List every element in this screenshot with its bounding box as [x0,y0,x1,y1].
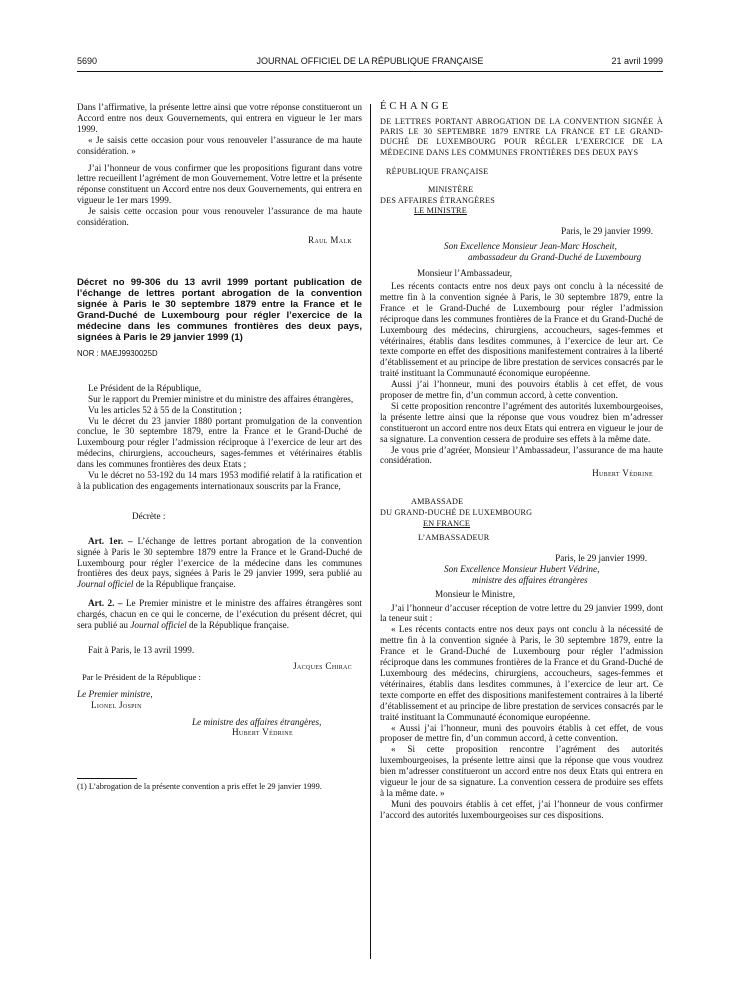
header-rule [77,71,663,72]
right-column [380,102,663,821]
signatory-title: Le Premier ministre, [77,688,153,699]
paragraph: « Les récents contacts entre nos deux pays ont conclu à la nécessité de mettre fin à la convention signée à Paris, le 30 septembre 1879, entre la France et le Grand-Duché de Luxembourg pour régler l’admission réciproque dans les communes frontières de la France et du Grand-Duché de Luxembourg des médecins, chirurgiens, accoucheurs, sages-femmes et vétérinaires, établis dans lesdites communes, à l’exercice de leur art. Ce texte comporte en effet des dispositions manifestement contraires à la liberté d’établissement et au principe de libre prestation de services consacrés par le traité instituant la Communauté économique européenne. [380,624,663,722]
left-column [77,102,362,792]
article-label: Art. 1er. – [88,535,133,546]
decree-title: Décret no 99-306 du 13 avril 1999 portant publication de l’échange de lettres portant abrogation de la convention signée à Paris le 30 septembre 1879 entre la France et le Grand-Duché de Luxembourg pour régler l’exercice de la médecine dans les communes frontières des deux pays, signées à Paris le 29 janvier 1999 (1) [77,276,362,343]
paragraph: « Je saisis cette occasion pour vous renouveler l’assurance de ma haute considération. » [77,134,362,156]
signature: Hubert Védrine [592,468,653,479]
signatory-title: Le ministre des affaires étrangères, [192,716,322,727]
article-1: Art. 1er. – L’échange de lettres portant abrogation de la convention signée à Paris le 30 septembre 1879 entre la France et le Grand-Duché de Luxembourg pour régler l’exercice de la médecine dans les communes frontières des deux pays, signées à Paris le 29 janvier 1999, sera publié au Journal officiel de la République française. [77,535,362,590]
letterhead: EN FRANCE [423,519,471,529]
paragraph: Vu le décret no 53-192 du 14 mars 1953 modifié relatif à la ratification et à la publication des engagements internationaux souscrits par la France, [77,470,362,491]
decrete: Décrète : [132,510,166,521]
column-divider [370,104,371,959]
paragraph: « Si cette proposition rencontre l’agrément des autorités luxembourgeoises, la présente lettre ainsi que la réponse que vous voudrez bien m’adresser constitueront un accord entre nos deux Etats qui entrera en vigueur le jour de sa signature. La convention cessera de produire ses effets à la même date. » [380,744,663,798]
signature: Lionel Jospin [91,699,142,710]
signature: Hubert Védrine [232,727,293,738]
issue-date: 21 avril 1999 [611,56,663,66]
letterhead: L’AMBASSADEUR [418,533,490,542]
paragraph: « Aussi j’ai l’honneur, muni des pouvoirs établis à cet effet, de vous proposer de mettre fin, d’un commun accord, à cette convention. [380,722,663,744]
letter-date: Paris, le 29 janvier 1999. [561,226,653,237]
paragraph: Dans l’affirmative, la présente lettre ainsi que votre réponse constitueront un Accord entre nos deux Gouvernements, qui entrera en vigueur le 1er mars 1999. [77,102,362,134]
article-label: Art. 2. – [88,598,123,609]
paragraph: Je saisis cette occasion pour vous renouveler l’assurance de ma haute considération. [77,206,362,228]
letterhead: LE MINISTRE [414,206,467,216]
paragraph: J’ai l’honneur d’accuser réception de votre lettre du 29 janvier 1999, dont la teneur suit : [380,602,663,624]
letterhead: AMBASSADE [411,497,464,507]
paragraph: Si cette proposition rencontre l’agrément des autorités luxembourgeoises, la présente lettre ainsi que la réponse que vous voudrez bien m’adresser constitueront un accord entre nos deux Etats qui entrera en vigueur le jour de sa signature. La convention cessera de produire ses effets à la même date. [380,400,663,444]
paragraph: Le Président de la République, [88,382,202,393]
paragraph: Aussi j’ai l’honneur, muni des pouvoirs établis à cet effet, de vous proposer de mettre fin, d’un commun accord, à cette convention. [380,379,663,401]
addressee: ambassadeur du Grand-Duché de Luxembourg [468,252,642,263]
addressee: Son Excellence Monsieur Hubert Védrine, [444,563,600,574]
journal-title: JOURNAL OFFICIEL DE LA RÉPUBLIQUE FRANÇAISE [256,56,484,66]
footnote: (1) L’abrogation de la présente convention a pris effet le 29 janvier 1999. [77,782,322,792]
signature: Jacques Chirac [293,660,352,671]
paragraph: Vu le décret du 23 janvier 1880 portant promulgation de la convention conclue, le 30 septembre 1879, entre la France et le Grand-Duché de Luxembourg pour régler l’admission réciproque à l’exercice de leur art des médecins, chirurgiens, accoucheurs, sages-femmes et vétérinaires établis dans les communes frontières des deux Etats ; [77,415,362,470]
paragraph: Sur le rapport du Premier ministre et du ministre des affaires étrangères, [88,393,354,404]
section-subtitle: DE LETTRES PORTANT ABROGATION DE LA CONVENTION SIGNÉE À PARIS LE 30 SEPTEMBRE 1879 ENTRE LA FRANCE ET LE GRAND-DUCHÉ DE LUXEMBOURG POUR RÉGLER L’EXERCICE DE LA MÉDECINE DANS LES COMMUNES FRONTIÈRES DES DEUX PAYS [380,116,663,157]
article-2: Art. 2. – Le Premier ministre et le ministre des affaires étrangères sont chargés, chacun en ce qui le concerne, de l’exécution du présent décret, qui sera publié au Journal officiel de la République française. [77,598,362,631]
addressee: Son Excellence Monsieur Jean-Marc Hoscheit, [444,241,617,252]
footnote-rule [77,778,137,779]
salutation: Monsieur l’Ambassadeur, [417,268,513,279]
paragraph: Les récents contacts entre nos deux pays ont conclu à la nécessité de mettre fin à la convention signée à Paris, le 30 septembre 1879, entre la France et le Grand-Duché de Luxembourg pour régler l’admission réciproque dans les communes frontières de la France et du Grand-Duché de Luxembourg des médecins, chirurgiens, accoucheurs, sages-femmes et vétérinaires, établis dans lesdites communes, à l’exercice de leur art. Ce texte comporte en effet des dispositions manifestement contraires à la liberté d’établissement et au principe de libre prestation de services consacrés par le traité instituant la Communauté économique européenne. [380,280,663,379]
signature: Raul Malk [308,234,352,245]
letterhead: DU GRAND-DUCHÉ DE LUXEMBOURG [380,508,533,518]
addressee: ministre des affaires étrangères [472,574,588,585]
nor-reference: NOR : MAEJ9930025D [77,348,158,358]
salutation: Monsieur le Ministre, [435,588,515,599]
letterhead: MINISTÈRE [428,184,474,194]
paragraph: Muni des pouvoirs établis à cet effet, j’ai l’honneur de vous confirmer l’accord des autorités luxembourgeoises sur ces dispositions. [380,798,663,820]
signature-preface: Par le Président de la République : [82,671,201,682]
letter-date: Paris, le 29 janvier 1999. [555,552,647,563]
paragraph: Je vous prie d’agréer, Monsieur l’Ambassadeur, l’assurance de ma haute considération. [380,444,663,466]
paragraph: J’ai l’honneur de vous confirmer que les propositions figurant dans votre lettre recueillent l’agrément de mon Gouvernement. Votre lettre et la présente réponse constituent un Accord entre nos deux Gouvernements, qui entrera en vigueur le 1er mars 1999. [77,162,362,206]
paragraph: Vu les articles 52 à 55 de la Constitution ; [88,404,242,415]
page-number: 5690 [77,56,98,66]
letterhead: DES AFFAIRES ÉTRANGÈRES [380,195,495,205]
date-place: Fait à Paris, le 13 avril 1999. [88,645,195,655]
letterhead: RÉPUBLIQUE FRANÇAISE [386,166,489,176]
page-header [77,56,663,70]
section-title: ÉCHANGE [380,101,452,112]
